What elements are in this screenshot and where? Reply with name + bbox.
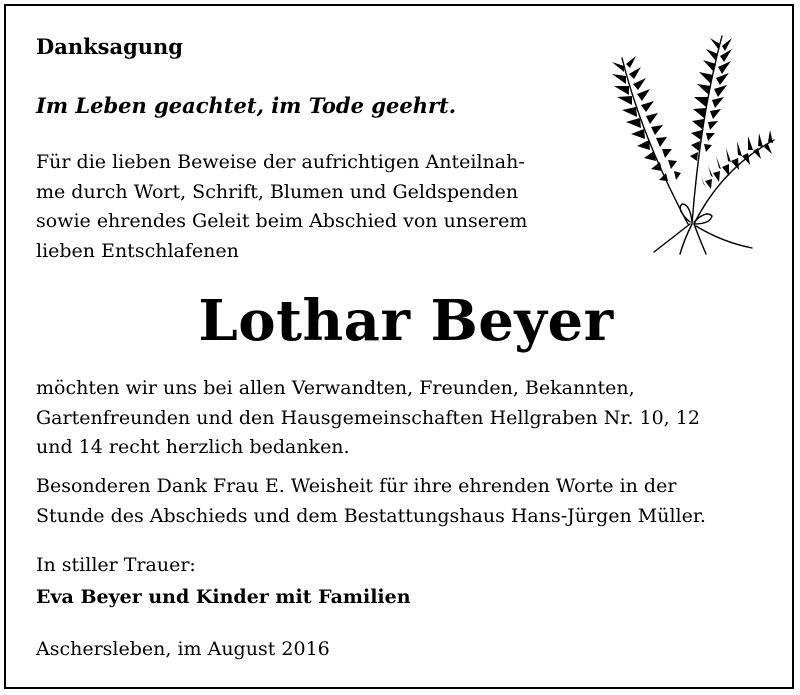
deceased-name: Lothar Beyer bbox=[198, 288, 614, 354]
intro-line: lieben Entschlafenen bbox=[36, 239, 239, 262]
notice-heading: Danksagung bbox=[36, 34, 183, 59]
place-date: Aschersleben, im August 2016 bbox=[36, 638, 330, 660]
special-thanks-line: Besonderen Dank Frau E. Weisheit für ihre ehrenden Worte in der bbox=[36, 475, 677, 497]
mourning-label: In stiller Trauer: bbox=[36, 554, 196, 576]
thanks-line: und 14 recht herzlich bedanken. bbox=[36, 436, 350, 458]
thanks-line: Gartenfreunden und den Hausgemeinschaften Hellgraben Nr. 10, 12 bbox=[36, 406, 700, 429]
intro-line: sowie ehrendes Geleit beim Abschied von unserem bbox=[36, 210, 528, 232]
intro-paragraph bbox=[36, 148, 596, 266]
special-thanks-paragraph bbox=[36, 472, 786, 531]
notice-frame bbox=[4, 4, 794, 689]
thanks-line: möchten wir uns bei allen Verwandten, Freunden, Bekannten, bbox=[36, 377, 635, 399]
motto: Im Leben geachtet, im Tode geehrt. bbox=[36, 93, 457, 118]
intro-line: me durch Wort, Schrift, Blumen und Geldspenden bbox=[36, 180, 519, 203]
thanks-paragraph bbox=[36, 374, 786, 463]
fern-bouquet-icon bbox=[602, 28, 778, 258]
special-thanks-line: Stunde des Abschieds und dem Bestattungshaus Hans-Jürgen Müller. bbox=[36, 504, 706, 527]
signers: Eva Beyer und Kinder mit Familien bbox=[36, 586, 411, 608]
intro-line: Für die lieben Beweise der aufrichtigen Anteilnah- bbox=[36, 151, 525, 173]
